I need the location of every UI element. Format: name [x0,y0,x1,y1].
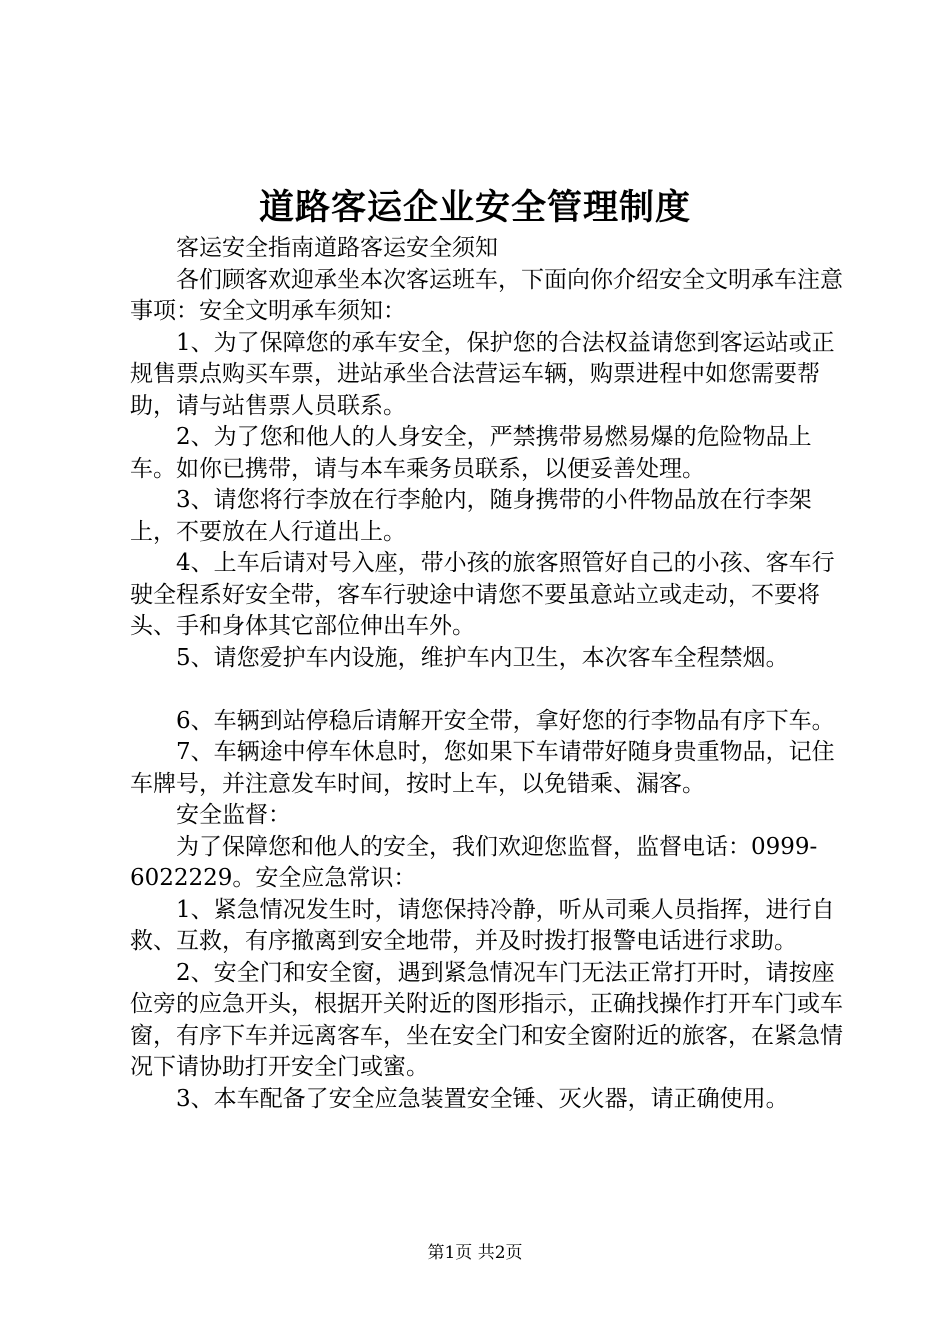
paragraph-rule-1: 1、为了保障您的承车安全，保护您的合法权益请您到客运站或正规售票点购买车票，进站承坐合法营运车辆，购票进程中如您需要帮助，请与站售票人员联系。 [130,329,835,419]
paragraph-emergency-2: 2、安全门和安全窗，遇到紧急情况车门无法正常打开时，请按座位旁的应急开头，根据开关附近的图形指示，正确找操作打开车门或车窗，有序下车并远离客车，坐在安全门和安全窗附近的旅客，在紧急情况下请协助打开安全门或蜜。 [130,959,843,1080]
paragraph-rule-2: 2、为了您和他人的人身安全，严禁携带易燃易爆的危险物品上车。如你已携带，请与本车乘务员联系，以便妥善处理。 [130,424,812,482]
page-number-footer: 第1页 共2页 [427,1243,523,1263]
paragraph-welcome: 各们顾客欢迎承坐本次客运班车，下面向你介绍安全文明承车注意事项：安全文明承车须知： [130,266,843,324]
paragraph-supervision-heading: 安全监督： [176,802,291,828]
blank-line [130,674,855,706]
paragraph-rule-5: 5、请您爱护车内设施，维护车内卫生，本次客车全程禁烟。 [176,644,789,671]
paragraph-rule-7: 7、车辆途中停车休息时，您如果下车请带好随身贵重物品，记住车牌号，并注意发车时间，按时上车，以免错乘、漏客。 [130,739,835,797]
paragraph-rule-6: 6、车辆到站停稳后请解开安全带，拿好您的行李物品有序下车。 [176,707,835,734]
document-body [130,233,855,1115]
paragraph-emergency-1: 1、紧急情况发生时，请您保持冷静，听从司乘人员指挥，进行自救、互救，有序撤离到安全地带，并及时拨打报警电话进行求助。 [130,896,835,954]
paragraph-rule-3: 3、请您将行李放在行李舱内，随身携带的小件物品放在行李架上，不要放在人行道出上。 [130,487,812,545]
paragraph-emergency-3: 3、本车配备了安全应急装置安全锤、灭火器，请正确使用。 [176,1085,789,1112]
paragraph-supervision: 为了保障您和他人的安全，我们欢迎您监督，监督电话：0999-6022229。安全应急常识： [130,833,818,891]
paragraph-intro-heading: 客运安全指南道路客运安全须知 [176,235,498,261]
document-title: 道路客运企业安全管理制度 [258,187,691,228]
paragraph-rule-4: 4、上车后请对号入座，带小孩的旅客照管好自己的小孩、客车行驶全程系好安全带，客车行驶途中请您不要虽意站立或走动，不要将头、手和身体其它部位伸出车外。 [130,550,835,639]
